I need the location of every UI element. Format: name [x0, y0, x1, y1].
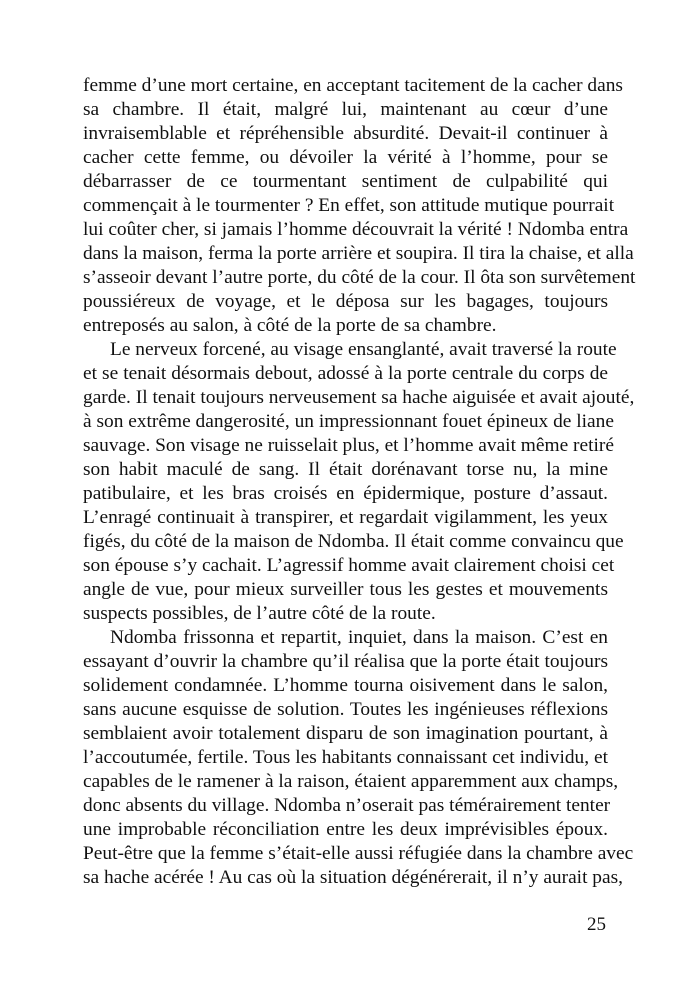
text-line: Peut-être que la femme s’était-elle aussi réfugiée dans la chambre avec	[83, 843, 634, 864]
text-line: sa chambre. Il était, malgré lui, maintenant au cœur d’une	[83, 99, 608, 120]
text-line: s’asseoir devant l’autre porte, du côté de la cour. Il ôta son survêtement	[83, 267, 636, 288]
text-line: lui coûter cher, si jamais l’homme découvrait la vérité ! Ndomba entra	[83, 219, 629, 240]
text-line: cacher cette femme, ou dévoiler la vérité à l’homme, pour se	[83, 147, 608, 168]
text-line: entreposés au salon, à côté de la porte de sa chambre.	[83, 315, 497, 336]
text-line: femme d’une mort certaine, en acceptant tacitement de la cacher dans	[83, 75, 623, 96]
text-line: figés, du côté de la maison de Ndomba. Il était comme convaincu que	[83, 531, 624, 552]
text-line: à son extrême dangerosité, un impressionnant fouet épineux de liane	[83, 411, 614, 432]
text-line: son épouse s’y cachait. L’agressif homme avait clairement choisi cet	[83, 555, 615, 576]
text-line: solidement condamnée. L’homme tourna oisivement dans le salon,	[83, 675, 608, 696]
page-number: 25	[587, 914, 606, 935]
text-line: commençait à le tourmenter ? En effet, son attitude mutique pourrait	[83, 195, 615, 216]
text-line: dans la maison, ferma la porte arrière et soupira. Il tira la chaise, et alla	[83, 243, 634, 264]
body-text	[83, 74, 636, 890]
text-line: donc absents du village. Ndomba n’oserait pas témérairement tenter	[83, 795, 611, 816]
text-line: sauvage. Son visage ne ruisselait plus, et l’homme avait même retiré	[83, 435, 614, 456]
paragraph-3	[83, 626, 634, 890]
paragraph-2	[83, 338, 635, 626]
text-line: poussiéreux de voyage, et le déposa sur les bagages, toujours	[83, 291, 608, 312]
text-line: patibulaire, et les bras croisés en épidermique, posture d’assaut.	[83, 483, 608, 504]
text-line: et se tenait désormais debout, adossé à la porte centrale du corps de	[83, 363, 608, 384]
text-line: Ndomba frissonna et repartit, inquiet, dans la maison. C’est en	[110, 627, 608, 648]
text-line: invraisemblable et répréhensible absurdité. Devait-il continuer à	[83, 123, 608, 144]
text-line: angle de vue, pour mieux surveiller tous les gestes et mouvements	[83, 579, 608, 600]
text-line: sans aucune esquisse de solution. Toutes les ingénieuses réflexions	[83, 699, 608, 720]
text-line: une improbable réconciliation entre les deux imprévisibles époux.	[83, 819, 608, 840]
text-line: Le nerveux forcené, au visage ensanglanté, avait traversé la route	[110, 339, 617, 360]
text-line: débarrasser de ce tourmentant sentiment de culpabilité qui	[83, 171, 608, 192]
text-line: essayant d’ouvrir la chambre qu’il réalisa que la porte était toujours	[83, 651, 608, 672]
text-line: garde. Il tenait toujours nerveusement sa hache aiguisée et avait ajouté,	[83, 387, 635, 408]
text-line: capables de le ramener à la raison, étaient apparemment aux champs,	[83, 771, 619, 792]
text-line: L’enragé continuait à transpirer, et regardait vigilamment, les yeux	[83, 507, 608, 528]
text-line: suspects possibles, de l’autre côté de la route.	[83, 603, 436, 624]
text-line: sa hache acérée ! Au cas où la situation dégénérerait, il n’y aurait pas,	[83, 867, 624, 888]
paragraph-1	[83, 74, 636, 338]
text-line: son habit maculé de sang. Il était dorénavant torse nu, la mine	[83, 459, 608, 480]
text-line: semblaient avoir totalement disparu de son imagination pourtant, à	[83, 723, 608, 744]
text-line: l’accoutumée, fertile. Tous les habitants connaissant cet individu, et	[83, 747, 608, 768]
